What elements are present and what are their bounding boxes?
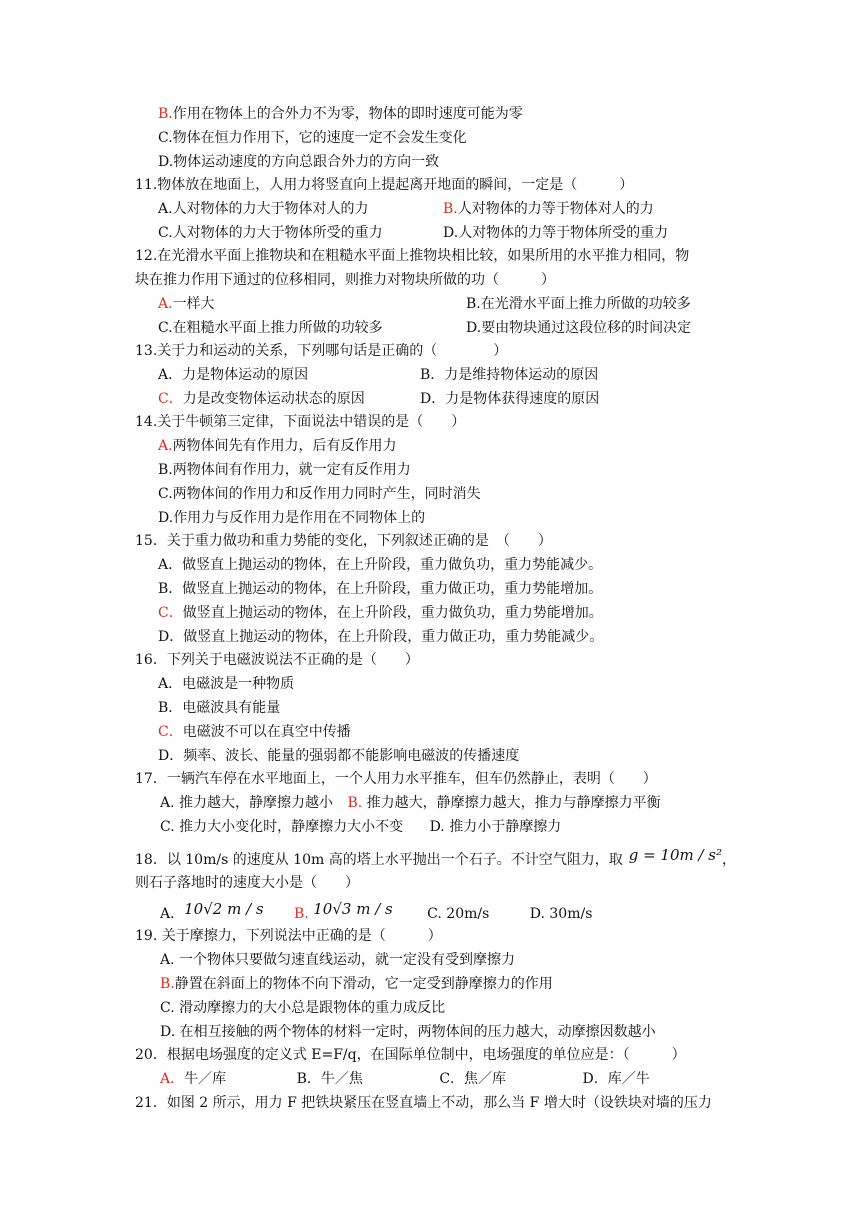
option-text: 静置在斜面上的物体不向下滑动，它一定受到静摩擦力的作用	[174, 976, 553, 992]
option-key: C.	[158, 486, 173, 502]
option-key: D.	[158, 154, 174, 170]
option-text: 做竖直上抛运动的物体，在上升阶段，重力做负功，重力势能增加。	[182, 605, 603, 621]
q10-option-b	[158, 105, 523, 123]
option-key: A.	[158, 201, 173, 217]
option-text: 电磁波不可以在真空中传播	[182, 724, 351, 740]
q17-option-d	[430, 819, 562, 835]
q18-option-c	[427, 906, 489, 922]
q20-options-row	[160, 1070, 650, 1088]
option-key: A.	[160, 795, 175, 811]
q15-option-b	[158, 580, 602, 598]
q16-option-c	[158, 723, 351, 741]
q18-option-b	[294, 900, 393, 922]
option-key: A．	[158, 367, 183, 383]
q19-option-c	[160, 999, 445, 1017]
option-key: B．	[158, 581, 183, 597]
option-text: 力是维持物体运动的原因	[444, 367, 599, 383]
option-text: 作用在物体上的合外力不为零，物体的即时速度可能为零	[172, 106, 523, 122]
q12-option-b	[466, 295, 691, 313]
q12-option-d	[466, 319, 691, 337]
q14-option-c	[158, 485, 481, 503]
q20-option-b	[297, 1071, 363, 1087]
q18-options-row	[160, 900, 593, 923]
option-key: C．	[158, 391, 183, 407]
q17-option-c	[160, 819, 403, 835]
option-text: 要由物块通过这段位移的时间决定	[481, 320, 692, 336]
option-key: A．	[158, 676, 183, 692]
option-text: 物体运动速度的方向总跟合外力的方向一致	[173, 154, 440, 170]
q19-option-b	[160, 975, 553, 993]
option-key: D.	[429, 819, 445, 835]
option-formula: 10√2 m / s	[184, 900, 264, 918]
q17-stem: 17．一辆汽车停在水平地面上，一个人用力水平推车，但车仍然静止，表明（ ）	[135, 771, 657, 787]
q20-option-d	[583, 1071, 650, 1087]
option-text: 人对物体的力等于物体所受的重力	[458, 225, 669, 241]
option-text: 滑动摩擦力的大小总是跟物体的重力成反比	[179, 1000, 446, 1016]
q12-option-a	[158, 295, 215, 313]
option-text: 频率、波长、能量的强弱都不能影响电磁波的传播速度	[183, 748, 520, 764]
option-text: 牛／焦	[320, 1071, 363, 1087]
q13-option-d	[420, 390, 599, 408]
option-text: 力是改变物体运动状态的原因	[182, 391, 365, 407]
option-key: C.	[160, 1000, 175, 1016]
option-key: D.	[443, 225, 459, 241]
option-key: D.	[158, 510, 174, 526]
q14-stem: 14.关于牛顿第三定律，下面说法中错误的是（ ）	[135, 414, 466, 430]
q11-option-a	[158, 200, 369, 218]
option-key: C.	[160, 819, 175, 835]
option-key: D．	[582, 1071, 608, 1087]
q12-stem-line2: 块在推力作用下通过的位移相同，则推力对物块所做的功（ ）	[135, 272, 555, 288]
option-key: C．	[158, 605, 183, 621]
option-key: A.	[158, 438, 173, 454]
option-text: 做竖直上抛运动的物体，在上升阶段，重力做正功，重力势能减少。	[183, 629, 604, 645]
option-key: D．	[158, 629, 184, 645]
q15-option-c	[158, 604, 603, 622]
option-key: C.	[158, 225, 173, 241]
option-key: B．	[296, 1071, 321, 1087]
q16-option-b	[158, 699, 280, 717]
option-text: 力是物体获得速度的原因	[445, 391, 600, 407]
q18-option-d	[530, 906, 593, 922]
q10-option-d	[158, 153, 439, 171]
option-text: 作用力与反作用力是作用在不同物体上的	[173, 510, 426, 526]
q16-stem: 16．下列关于电磁波说法不正确的是（ ）	[135, 652, 419, 668]
option-text: 推力越大，静摩擦力越大，推力与静摩擦力平衡	[366, 795, 661, 811]
q11-option-d	[443, 224, 668, 242]
option-text: 30m/s	[549, 906, 593, 922]
q19-option-d	[160, 1023, 656, 1041]
option-key: D.	[529, 906, 545, 922]
option-key: D．	[420, 391, 446, 407]
option-key: A．	[160, 906, 185, 922]
q13-stem: 13.关于力和运动的关系，下列哪句话是正确的（ ）	[135, 343, 508, 359]
option-key: C．	[158, 724, 183, 740]
q20-stem: 20．根据电场强度的定义式 E=F/q，在国际单位制中，电场强度的单位应是：（ ）	[135, 1047, 686, 1063]
option-text: 做竖直上抛运动的物体，在上升阶段，重力做正功，重力势能增加。	[182, 581, 603, 597]
option-text: 电磁波是一种物质	[182, 676, 295, 692]
option-text: 一样大	[172, 296, 215, 312]
q16-option-a	[158, 675, 294, 693]
q16-option-d	[158, 747, 519, 765]
q18-stem-text: 18．以 10m/s 的速度从 10m 高的塔上水平抛出一个石子。不计空气阻力，取	[135, 852, 623, 868]
q17-option-b	[347, 795, 660, 811]
option-text: 人对物体的力大于物体所受的重力	[172, 225, 383, 241]
option-key: B.	[160, 976, 175, 992]
option-text: 人对物体的力大于物体对人的力	[172, 201, 369, 217]
option-key: C.	[427, 906, 442, 922]
option-text: 推力大小变化时，静摩擦力大小不变	[179, 819, 404, 835]
option-text: 在光滑水平面上推力所做的功较多	[480, 296, 691, 312]
q18-stem-punct: ，	[722, 852, 737, 868]
option-key: A．	[158, 557, 183, 573]
option-text: 两物体间先有作用力，后有反作用力	[172, 438, 397, 454]
q20-option-a	[160, 1071, 226, 1087]
option-text: 物体在恒力作用下，它的速度一定不会发生变化	[172, 130, 467, 146]
option-text: 牛／库	[184, 1071, 227, 1087]
q12-stem-line1: 12.在光滑水平面上推物块和在粗糙水平面上推物块相比较，如果所用的水平推力相同，物	[135, 248, 690, 264]
option-key: B.	[294, 906, 309, 922]
q17-options-row2	[160, 818, 561, 836]
option-key: B.	[158, 106, 173, 122]
option-text: 推力小于静摩擦力	[449, 819, 562, 835]
option-text: 做竖直上抛运动的物体，在上升阶段，重力做负功，重力势能减少。	[182, 557, 603, 573]
option-text: 在相互接触的两个物体的材料一定时，两物体间的压力越大，动摩擦因数越小	[179, 1024, 656, 1040]
option-key: A．	[160, 1071, 185, 1087]
q20-option-c	[439, 1071, 506, 1087]
gravity-formula: g = 10m / s²	[628, 846, 723, 864]
q19-stem: 19. 关于摩擦力，下列说法中正确的是（ ）	[135, 928, 442, 944]
option-key: C.	[158, 320, 173, 336]
q18-option-a	[160, 900, 264, 922]
q10-option-c	[158, 129, 467, 147]
option-key: D.	[466, 320, 482, 336]
option-text: 两物体间有作用力，就一定有反作用力	[172, 462, 411, 478]
q14-option-d	[158, 509, 425, 527]
option-key: B.	[443, 201, 458, 217]
q15-option-a	[158, 556, 602, 574]
option-key: B.	[466, 296, 481, 312]
option-key: C．	[439, 1071, 465, 1087]
option-key: B.	[347, 795, 363, 811]
option-key: D.	[160, 1024, 176, 1040]
option-formula: 10√3 m / s	[313, 900, 393, 918]
q13-option-a	[158, 366, 308, 384]
q14-option-a	[158, 437, 397, 455]
q12-option-c	[158, 319, 383, 337]
q19-option-a	[160, 951, 515, 969]
option-text: 一个物体只要做匀速直线运动，就一定没有受到摩擦力	[179, 952, 516, 968]
q11-stem: 11.物体放在地面上，人用力将竖直向上提起离开地面的瞬间，一定是（ ）	[135, 177, 634, 193]
q15-stem: 15．关于重力做功和重力势能的变化，下列叙述正确的是 （ ）	[135, 533, 552, 549]
q13-option-c	[158, 390, 365, 408]
option-key: B．	[158, 700, 183, 716]
option-text: 两物体间的作用力和反作用力同时产生，同时消失	[172, 486, 481, 502]
q18-stem-line1	[135, 846, 737, 869]
q13-option-b	[420, 366, 598, 384]
q11-option-c	[158, 224, 383, 242]
option-text: 在粗糙水平面上推力所做的功较多	[172, 320, 383, 336]
option-text: 20m/s	[446, 906, 490, 922]
option-text: 推力越大，静摩擦力越小	[179, 795, 334, 811]
q11-option-b	[443, 200, 654, 218]
q15-option-d	[158, 628, 603, 646]
q18-stem-line2: 则石子落地时的速度大小是（ ）	[135, 875, 359, 891]
option-key: C.	[158, 130, 173, 146]
option-text: 电磁波具有能量	[182, 700, 281, 716]
option-text: 人对物体的力等于物体对人的力	[457, 201, 654, 217]
q14-option-b	[158, 461, 411, 479]
option-text: 库／牛	[607, 1071, 650, 1087]
option-key: A.	[158, 296, 173, 312]
option-text: 焦／库	[464, 1071, 507, 1087]
q17-option-a	[160, 795, 333, 811]
option-key: B.	[158, 462, 173, 478]
option-key: A.	[160, 952, 175, 968]
q21-stem: 21．如图 2 所示，用力 F 把铁块紧压在竖直墙上不动，那么当 F 增大时（设铁块对墙的压力	[135, 1095, 712, 1111]
option-key: B．	[420, 367, 445, 383]
q17-options-row1	[160, 794, 661, 812]
option-key: D．	[158, 748, 184, 764]
option-text: 力是物体运动的原因	[182, 367, 309, 383]
